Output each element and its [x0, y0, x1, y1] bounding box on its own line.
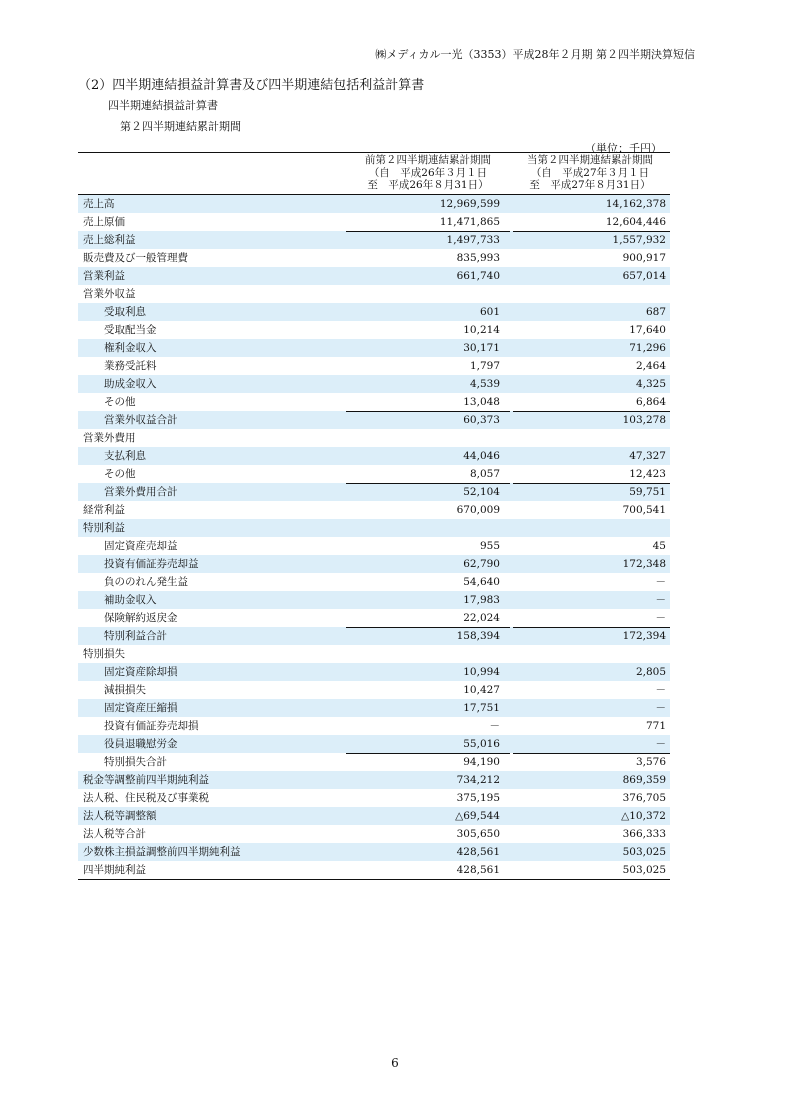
table-row — [78, 267, 670, 285]
row-label: 少数株主損益調整前四半期純利益 — [83, 846, 241, 858]
table-row — [78, 447, 670, 465]
table-row — [78, 393, 670, 411]
page-number: 6 — [391, 1056, 399, 1070]
curr-period-value: － — [655, 738, 666, 750]
curr-period-value: 103,278 — [622, 414, 666, 426]
section-title: （2）四半期連結損益計算書及び四半期連結包括利益計算書 — [78, 78, 425, 93]
row-label: 四半期純利益 — [83, 864, 146, 876]
prev-period-value: 52,104 — [463, 486, 500, 498]
curr-period-value: 503,025 — [622, 864, 666, 876]
curr-period-value: 2,805 — [635, 666, 666, 678]
table-bottom-rule — [78, 879, 670, 880]
row-label: 固定資産売却益 — [104, 540, 178, 552]
header-company-line: ㈱メディカル一光（3353）平成28年２月期 第２四半期決算短信 — [375, 48, 695, 61]
table-row — [78, 807, 670, 825]
table-row — [78, 717, 670, 735]
row-label: 営業利益 — [83, 270, 125, 282]
row-label: 補助金収入 — [104, 594, 157, 606]
curr-period-from: （自 平成27年３月１日 — [530, 166, 650, 179]
prev-period-value: 94,190 — [463, 756, 500, 768]
prev-period-value: 1,497,733 — [446, 234, 500, 246]
curr-period-to: 至 平成27年８月31日） — [529, 179, 651, 191]
table-row — [78, 537, 670, 555]
row-label: 特別損失合計 — [104, 756, 167, 768]
prev-period-value: 54,640 — [463, 576, 500, 588]
row-label: その他 — [104, 468, 136, 480]
curr-period-value: 4,325 — [635, 378, 666, 390]
row-label: 保険解約返戻金 — [104, 612, 178, 624]
curr-period-value: 687 — [645, 306, 666, 318]
curr-period-value: 2,464 — [635, 360, 666, 372]
prev-period-to: 至 平成26年８月31日） — [367, 179, 489, 191]
row-label: 法人税、住民税及び事業税 — [83, 792, 209, 804]
prev-period-value: 10,214 — [463, 324, 500, 336]
curr-period-value: 47,327 — [629, 450, 666, 462]
curr-period-value: 59,751 — [629, 486, 666, 498]
curr-period-value: 17,640 — [629, 324, 666, 336]
row-label: 売上高 — [83, 198, 115, 210]
table-row — [78, 249, 670, 267]
table-row — [78, 285, 670, 303]
row-label: 経常利益 — [83, 504, 125, 516]
table-row — [78, 375, 670, 393]
table-row — [78, 861, 670, 879]
prev-period-value: － — [489, 720, 500, 732]
curr-period-value: 12,423 — [629, 468, 666, 480]
table-row — [78, 519, 670, 537]
table-row — [78, 231, 670, 249]
row-label: 法人税等合計 — [83, 828, 146, 840]
table-body — [78, 195, 670, 879]
row-label: 法人税等調整額 — [83, 810, 157, 822]
prev-period-value: 835,993 — [456, 252, 500, 264]
table-row — [78, 339, 670, 357]
curr-period-value: 45 — [652, 540, 666, 552]
curr-period-value: 900,917 — [622, 252, 666, 264]
unit-label: （単位：千円） — [585, 142, 662, 155]
row-label: 税金等調整前四半期純利益 — [83, 774, 209, 786]
curr-period-value: 3,576 — [635, 756, 666, 768]
curr-period-value: 503,025 — [622, 846, 666, 858]
prev-period-value: 17,983 — [463, 594, 500, 606]
prev-period-value: 62,790 — [463, 558, 500, 570]
table-row — [78, 699, 670, 717]
row-label: 特別利益合計 — [104, 630, 167, 642]
table-row — [78, 429, 670, 447]
row-label: 減損損失 — [104, 684, 146, 696]
curr-period-value: 376,705 — [622, 792, 666, 804]
prev-period-value: 428,561 — [456, 846, 500, 858]
table-row — [78, 555, 670, 573]
curr-period-header — [510, 154, 670, 192]
prev-period-value: 661,740 — [456, 270, 500, 282]
prev-period-value: 44,046 — [463, 450, 500, 462]
table-row — [78, 465, 670, 483]
curr-period-title: 当第２四半期連結累計期間 — [527, 154, 653, 166]
row-label: 固定資産除却損 — [104, 666, 178, 678]
curr-period-value: － — [655, 594, 666, 606]
curr-period-value: 1,557,932 — [612, 234, 666, 246]
prev-period-value: 22,024 — [463, 612, 500, 624]
table-row — [78, 645, 670, 663]
prev-period-value: 734,212 — [456, 774, 500, 786]
prev-period-value: 13,048 — [463, 396, 500, 408]
table-row — [78, 627, 670, 645]
curr-period-value: 71,296 — [629, 342, 666, 354]
prev-period-value: 8,057 — [469, 468, 500, 480]
curr-period-value: － — [655, 576, 666, 588]
prev-period-value: 955 — [479, 540, 500, 552]
prev-period-value: △69,544 — [455, 810, 500, 822]
table-row — [78, 501, 670, 519]
row-label: 負ののれん発生益 — [104, 576, 188, 588]
row-label: 営業外収益合計 — [104, 414, 178, 426]
table-row — [78, 663, 670, 681]
table-row — [78, 681, 670, 699]
period-subtitle: 第２四半期連結累計期間 — [120, 120, 241, 133]
curr-period-value: △10,372 — [621, 810, 666, 822]
row-label: 売上総利益 — [83, 234, 136, 246]
curr-period-value: 771 — [645, 720, 666, 732]
table-row — [78, 825, 670, 843]
curr-period-value: 366,333 — [622, 828, 666, 840]
table-row — [78, 753, 670, 771]
curr-period-value: 12,604,446 — [605, 216, 666, 228]
curr-period-value: 14,162,378 — [605, 198, 666, 210]
curr-period-value: 172,348 — [622, 558, 666, 570]
table-row — [78, 789, 670, 807]
table-row — [78, 591, 670, 609]
row-label: 受取配当金 — [104, 324, 157, 336]
prev-period-value: 428,561 — [456, 864, 500, 876]
prev-period-value: 670,009 — [456, 504, 500, 516]
prev-period-value: 375,195 — [456, 792, 500, 804]
row-label: 支払利息 — [104, 450, 146, 462]
table-row — [78, 771, 670, 789]
table-row — [78, 411, 670, 429]
prev-period-value: 305,650 — [456, 828, 500, 840]
prev-period-value: 601 — [479, 306, 500, 318]
prev-period-value: 55,016 — [463, 738, 500, 750]
prev-period-value: 11,471,865 — [439, 216, 500, 228]
prev-period-value: 12,969,599 — [439, 198, 500, 210]
curr-period-value: － — [655, 702, 666, 714]
prev-period-value: 158,394 — [456, 630, 500, 642]
table-row — [78, 357, 670, 375]
curr-period-value: 172,394 — [622, 630, 666, 642]
row-label: 受取利息 — [104, 306, 146, 318]
curr-period-value: － — [655, 684, 666, 696]
table-row — [78, 609, 670, 627]
prev-period-value: 17,751 — [463, 702, 500, 714]
table-row — [78, 195, 670, 213]
row-label: 特別損失 — [83, 648, 125, 660]
row-label: 業務受託料 — [104, 360, 157, 372]
row-label: 投資有価証券売却益 — [104, 558, 199, 570]
table-row — [78, 321, 670, 339]
curr-period-value: 700,541 — [622, 504, 666, 516]
prev-period-value: 10,427 — [463, 684, 500, 696]
row-label: 投資有価証券売却損 — [104, 720, 199, 732]
curr-period-value: － — [655, 612, 666, 624]
table-row — [78, 843, 670, 861]
row-label: 固定資産圧縮損 — [104, 702, 178, 714]
prev-period-value: 1,797 — [469, 360, 500, 372]
statement-subtitle: 四半期連結損益計算書 — [108, 99, 218, 112]
table-column-header — [78, 152, 670, 195]
table-row — [78, 573, 670, 591]
table-row — [78, 213, 670, 231]
curr-period-value: 657,014 — [622, 270, 666, 282]
prev-period-value: 4,539 — [469, 378, 500, 390]
row-label: 売上原価 — [83, 216, 125, 228]
row-label: 助成金収入 — [104, 378, 157, 390]
prev-period-header — [346, 154, 510, 192]
prev-period-value: 10,994 — [463, 666, 500, 678]
table-row — [78, 483, 670, 501]
row-label: 特別利益 — [83, 522, 125, 534]
table-row — [78, 735, 670, 753]
curr-period-value: 6,864 — [635, 396, 666, 408]
curr-period-value: 869,359 — [622, 774, 666, 786]
row-label: 役員退職慰労金 — [104, 738, 178, 750]
row-label: 権利金収入 — [104, 342, 157, 354]
row-label: 営業外収益 — [83, 288, 136, 300]
row-label: 営業外費用 — [83, 432, 136, 444]
income-statement-table — [78, 152, 670, 880]
row-label: その他 — [104, 396, 136, 408]
prev-period-from: （自 平成26年３月１日 — [368, 166, 488, 179]
prev-period-title: 前第２四半期連結累計期間 — [365, 154, 491, 166]
row-label: 販売費及び一般管理費 — [83, 252, 188, 264]
table-row — [78, 303, 670, 321]
prev-period-value: 60,373 — [463, 414, 500, 426]
prev-period-value: 30,171 — [463, 342, 500, 354]
row-label: 営業外費用合計 — [104, 486, 178, 498]
